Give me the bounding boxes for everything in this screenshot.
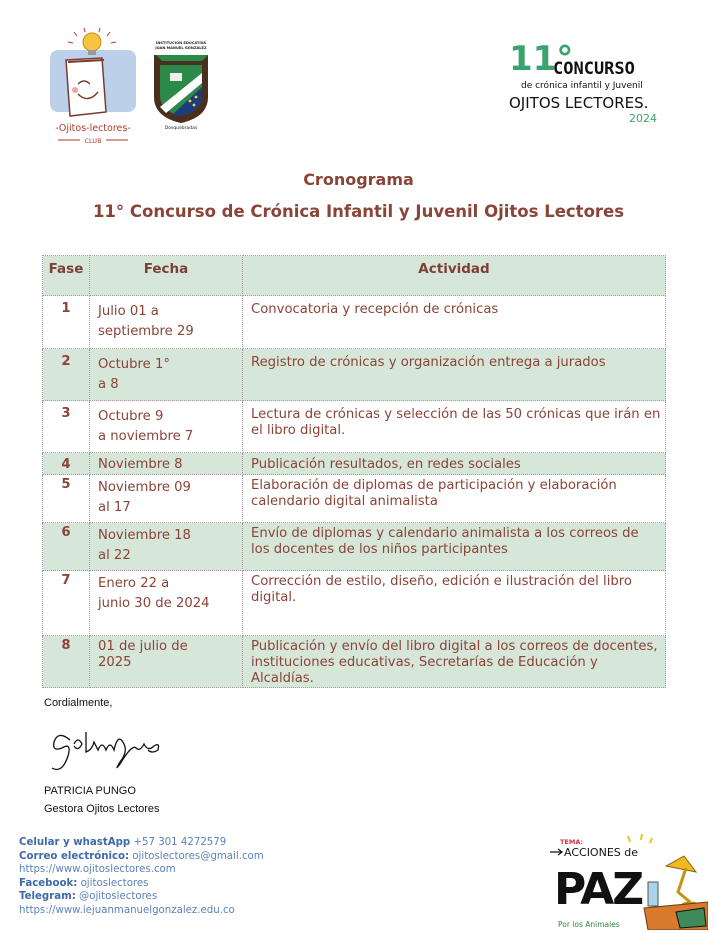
- school-city: Dosquebradas: [164, 126, 198, 131]
- cell-fase: 4: [43, 453, 90, 475]
- concurso-logo: [505, 36, 680, 126]
- concurso-name: OJITOS LECTORES.: [509, 94, 649, 112]
- title-cronograma: Cronograma: [303, 170, 414, 189]
- lightbulb-icon: [83, 33, 101, 51]
- fecha-line: a noviembre 7: [98, 429, 194, 444]
- cell-fecha: [90, 349, 243, 401]
- cell-fecha: [90, 571, 243, 636]
- contact-website[interactable]: https://www.ojitoslectores.com: [19, 864, 176, 875]
- cell-fecha: [90, 523, 243, 571]
- fecha-line: junio 30 de 2024: [98, 596, 210, 611]
- book-character-icon: [66, 58, 106, 116]
- tema-label: TEMA:: [560, 838, 584, 846]
- logo-text: -Ojitos-lectores-: [55, 123, 131, 134]
- concurso-subtitle: de crónica infantil y Juvenil: [521, 81, 643, 91]
- cell-actividad: Publicación y envío del libro digital a los correos de docentes, instituciones educativas, Secretarías de Educación y Alcaldías.: [243, 636, 666, 688]
- table-row: [43, 523, 666, 571]
- table-row: [43, 453, 666, 475]
- cell-actividad: Convocatoria y recepción de crónicas: [243, 296, 666, 349]
- table-row: [43, 571, 666, 636]
- cell-fase: 1: [43, 296, 90, 349]
- fecha-line: Octubre 9: [98, 409, 164, 424]
- cell-fecha: [90, 401, 243, 453]
- cell-actividad: Envío de diplomas y calendario animalista a los correos de los docentes de los niños participantes: [243, 523, 666, 571]
- contact-email: Correo electrónico: ojitoslectores@gmail.com: [19, 850, 264, 862]
- cell-actividad: Corrección de estilo, diseño, edición e ilustración del libro digital.: [243, 571, 666, 636]
- document-title: [0, 168, 717, 225]
- cell-actividad: Registro de crónicas y organización entrega a jurados: [243, 349, 666, 401]
- fecha-line: Noviembre 8: [98, 457, 183, 472]
- contact-school-website[interactable]: https://www.iejuanmanuelgonzalez.edu.co: [19, 904, 235, 916]
- concurso-word: CONCURSO: [553, 59, 635, 79]
- table-row: [43, 401, 666, 453]
- fecha-line: al 17: [98, 500, 131, 515]
- header-fecha: Fecha: [90, 256, 243, 296]
- fecha-line: Octubre 1°: [98, 357, 170, 372]
- cell-actividad: Publicación resultados, en redes sociales: [243, 453, 666, 475]
- cell-fase: 3: [43, 401, 90, 453]
- water-glass-icon: [648, 882, 658, 906]
- fecha-line: septiembre 29: [98, 324, 194, 339]
- contact-facebook: Facebook: ojitoslectores: [19, 877, 149, 889]
- tema-paz: PAZ: [554, 864, 643, 915]
- ojitos-lectores-club-logo: [44, 28, 142, 146]
- cell-fase: 5: [43, 475, 90, 523]
- cell-fecha: [90, 453, 243, 475]
- cell-fase: 2: [43, 349, 90, 401]
- cell-actividad: Elaboración de diplomas de participación y elaboración calendario digital animalista: [243, 475, 666, 523]
- table-row: [43, 349, 666, 401]
- book-icon: [676, 908, 706, 928]
- fecha-line: 2025: [98, 655, 132, 670]
- fecha-line: a 8: [98, 377, 119, 392]
- contact-info: [19, 836, 264, 917]
- cell-fecha: [90, 296, 243, 349]
- svg-text:INSTITUCIÓN EDUCATIVA: INSTITUCIÓN EDUCATIVA: [156, 41, 206, 45]
- fecha-line: Enero 22 a: [98, 576, 170, 591]
- svg-text:JUAN MANUEL GONZÁLEZ: JUAN MANUEL GONZÁLEZ: [155, 46, 207, 50]
- cell-actividad: Lectura de crónicas y selección de las 50 crónicas que irán en el libro digital.: [243, 401, 666, 453]
- contact-telegram: Telegram: @ojitoslectores: [19, 891, 158, 902]
- fecha-line: Noviembre 09: [98, 480, 191, 495]
- shield-icon: [154, 55, 208, 123]
- cronograma-table: [42, 255, 666, 688]
- signer-name: PATRICIA PUNGO: [44, 785, 136, 797]
- table-row: [43, 475, 666, 523]
- cell-fecha: [90, 475, 243, 523]
- logo-subtext: CLUB: [84, 137, 102, 145]
- concurso-number: 11°: [509, 39, 574, 79]
- header-actividad: Actividad: [243, 256, 666, 296]
- email-link[interactable]: ojitoslectores@gmail.com: [132, 850, 264, 862]
- signature-image: [48, 722, 168, 778]
- table-header-row: [43, 256, 666, 296]
- concurso-year: 2024: [629, 112, 657, 125]
- cell-fase: 6: [43, 523, 90, 571]
- fecha-line: Noviembre 18: [98, 528, 191, 543]
- acciones-de-paz-illustration: [548, 830, 708, 930]
- header-fase: Fase: [43, 256, 90, 296]
- cell-fecha: [90, 636, 243, 688]
- table-row: [43, 636, 666, 688]
- signer-role: Gestora Ojitos Lectores: [44, 803, 160, 815]
- table-row: [43, 296, 666, 349]
- closing-greeting: Cordialmente,: [44, 697, 113, 709]
- fecha-line: al 22: [98, 548, 131, 563]
- contact-phone: Celular y whastApp +57 301 4272579: [19, 837, 227, 848]
- cell-fase: 8: [43, 636, 90, 688]
- fecha-line: Julio 01 a: [98, 304, 159, 319]
- cell-fase: 7: [43, 571, 90, 636]
- tema-line3: Por los Animales: [558, 920, 620, 929]
- desk-lamp-icon: [666, 856, 698, 907]
- tema-line1: ACCIONES de: [564, 846, 639, 859]
- institucion-educativa-logo: [150, 37, 212, 131]
- title-concurso: 11° Concurso de Crónica Infantil y Juvenil Ojitos Lectores: [92, 202, 625, 221]
- fecha-line: 01 de julio de: [98, 639, 188, 654]
